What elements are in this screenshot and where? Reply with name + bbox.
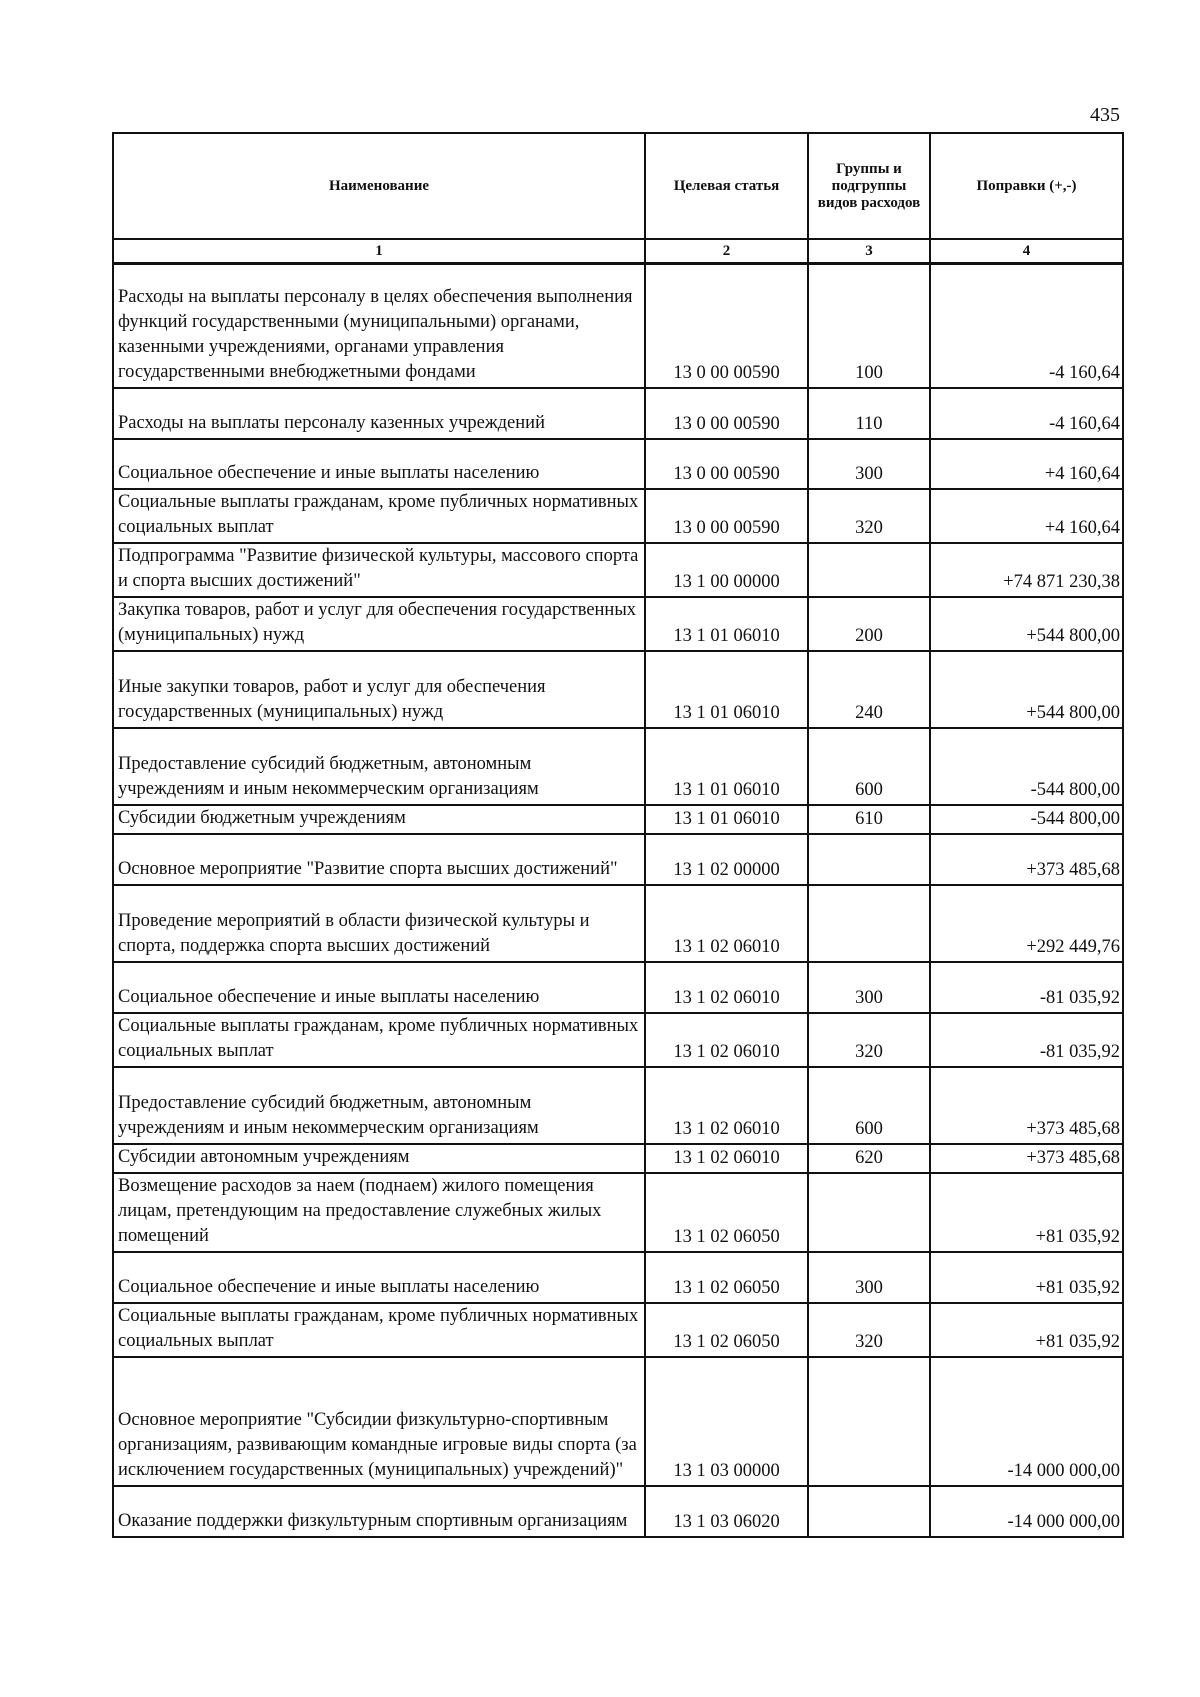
row-code: 13 1 02 06050 [645, 1252, 808, 1303]
row-group: 600 [808, 728, 930, 805]
column-number-3: 3 [808, 239, 930, 264]
table-row [113, 805, 1123, 834]
table-row [113, 962, 1123, 1013]
row-name: Субсидии бюджетным учреждениям [113, 805, 645, 834]
row-name: Социальные выплаты гражданам, кроме публичных нормативных социальных выплат [113, 1303, 645, 1357]
row-name: Основное мероприятие "Развитие спорта высших достижений" [113, 834, 645, 885]
row-code: 13 1 02 06050 [645, 1173, 808, 1252]
header-name: Наименование [113, 133, 645, 239]
row-group [808, 1173, 930, 1252]
row-group: 300 [808, 439, 930, 489]
row-amount: +373 485,68 [930, 1144, 1123, 1173]
table-row [113, 834, 1123, 885]
row-amount: -14 000 000,00 [930, 1486, 1123, 1537]
row-amount: +81 035,92 [930, 1173, 1123, 1252]
table-row [113, 597, 1123, 651]
row-amount: -544 800,00 [930, 728, 1123, 805]
column-number-4: 4 [930, 239, 1123, 264]
row-name: Расходы на выплаты персоналу в целях обеспечения выполнения функций государственными (муниципальными) органами, казенными учреждениями, органами управления государственными внебюджетными фондами [113, 264, 645, 388]
page-number: 435 [1090, 104, 1120, 126]
row-code: 13 1 00 00000 [645, 543, 808, 597]
table-row [113, 264, 1123, 388]
row-name: Социальное обеспечение и иные выплаты населению [113, 1252, 645, 1303]
table-row [113, 1486, 1123, 1537]
table-row [113, 543, 1123, 597]
header-expense-groups: Группы и подгруппы видов расходов [808, 133, 930, 239]
row-code: 13 1 02 06010 [645, 885, 808, 962]
row-amount: +544 800,00 [930, 651, 1123, 728]
row-amount: -544 800,00 [930, 805, 1123, 834]
table-row [113, 1252, 1123, 1303]
row-code: 13 1 02 06010 [645, 1067, 808, 1144]
row-name: Социальные выплаты гражданам, кроме публичных нормативных социальных выплат [113, 1013, 645, 1067]
table-row [113, 1173, 1123, 1252]
row-code: 13 1 03 00000 [645, 1357, 808, 1486]
row-name: Расходы на выплаты персоналу казенных учреждений [113, 388, 645, 439]
row-group [808, 834, 930, 885]
row-code: 13 0 00 00590 [645, 489, 808, 543]
row-amount: +4 160,64 [930, 489, 1123, 543]
row-code: 13 1 01 06010 [645, 728, 808, 805]
table-header-row [113, 133, 1123, 239]
row-group [808, 543, 930, 597]
row-amount: +544 800,00 [930, 597, 1123, 651]
row-group [808, 885, 930, 962]
row-name: Подпрограмма "Развитие физической культуры, массового спорта и спорта высших достижений" [113, 543, 645, 597]
row-group [808, 1486, 930, 1537]
row-amount: +74 871 230,38 [930, 543, 1123, 597]
row-code: 13 1 02 00000 [645, 834, 808, 885]
row-code: 13 1 02 06050 [645, 1303, 808, 1357]
table-row [113, 489, 1123, 543]
row-name: Оказание поддержки физкультурным спортивным организациям [113, 1486, 645, 1537]
row-group: 320 [808, 1013, 930, 1067]
row-code: 13 1 02 06010 [645, 1144, 808, 1173]
table-row [113, 651, 1123, 728]
column-number-2: 2 [645, 239, 808, 264]
row-amount: +292 449,76 [930, 885, 1123, 962]
row-group: 300 [808, 962, 930, 1013]
table-row [113, 1067, 1123, 1144]
table-row [113, 885, 1123, 962]
row-code: 13 1 02 06010 [645, 1013, 808, 1067]
row-amount: +373 485,68 [930, 834, 1123, 885]
row-amount: -4 160,64 [930, 388, 1123, 439]
row-group: 620 [808, 1144, 930, 1173]
row-group: 300 [808, 1252, 930, 1303]
row-code: 13 0 00 00590 [645, 388, 808, 439]
row-name: Возмещение расходов за наем (поднаем) жилого помещения лицам, претендующим на предоставление служебных жилых помещений [113, 1173, 645, 1252]
row-group: 240 [808, 651, 930, 728]
row-name: Социальные выплаты гражданам, кроме публичных нормативных социальных выплат [113, 489, 645, 543]
row-name: Субсидии автономным учреждениям [113, 1144, 645, 1173]
row-name: Социальное обеспечение и иные выплаты населению [113, 962, 645, 1013]
table-row [113, 439, 1123, 489]
row-group: 320 [808, 1303, 930, 1357]
row-code: 13 1 01 06010 [645, 805, 808, 834]
row-code: 13 1 01 06010 [645, 597, 808, 651]
row-name: Иные закупки товаров, работ и услуг для обеспечения государственных (муниципальных) нужд [113, 651, 645, 728]
table-row [113, 1357, 1123, 1486]
row-amount: +4 160,64 [930, 439, 1123, 489]
row-code: 13 1 02 06010 [645, 962, 808, 1013]
row-name: Предоставление субсидий бюджетным, автономным учреждениям и иным некоммерческим организациям [113, 1067, 645, 1144]
row-amount: +81 035,92 [930, 1303, 1123, 1357]
row-code: 13 1 03 06020 [645, 1486, 808, 1537]
budget-table [112, 132, 1124, 1538]
header-target-article: Целевая статья [645, 133, 808, 239]
row-amount: -4 160,64 [930, 264, 1123, 388]
row-group [808, 1357, 930, 1486]
column-numbers-row [113, 239, 1123, 264]
row-group: 600 [808, 1067, 930, 1144]
header-amendments: Поправки (+,-) [930, 133, 1123, 239]
row-amount: -81 035,92 [930, 1013, 1123, 1067]
table-row [113, 1144, 1123, 1173]
row-group: 100 [808, 264, 930, 388]
row-name: Закупка товаров, работ и услуг для обеспечения государственных (муниципальных) нужд [113, 597, 645, 651]
row-group: 200 [808, 597, 930, 651]
row-name: Основное мероприятие "Субсидии физкультурно-спортивным организациям, развивающим командные игровые виды спорта (за исключением государственных (муниципальных) учреждений)" [113, 1357, 645, 1486]
row-name: Социальное обеспечение и иные выплаты населению [113, 439, 645, 489]
table-row [113, 728, 1123, 805]
row-group: 320 [808, 489, 930, 543]
table-row [113, 1013, 1123, 1067]
column-number-1: 1 [113, 239, 645, 264]
row-amount: -14 000 000,00 [930, 1357, 1123, 1486]
row-group: 110 [808, 388, 930, 439]
row-code: 13 1 01 06010 [645, 651, 808, 728]
row-amount: -81 035,92 [930, 962, 1123, 1013]
table-row [113, 388, 1123, 439]
row-code: 13 0 00 00590 [645, 264, 808, 388]
row-code: 13 0 00 00590 [645, 439, 808, 489]
row-amount: +373 485,68 [930, 1067, 1123, 1144]
table-row [113, 1303, 1123, 1357]
row-group: 610 [808, 805, 930, 834]
row-name: Проведение мероприятий в области физической культуры и спорта, поддержка спорта высших достижений [113, 885, 645, 962]
row-amount: +81 035,92 [930, 1252, 1123, 1303]
row-name: Предоставление субсидий бюджетным, автономным учреждениям и иным некоммерческим организациям [113, 728, 645, 805]
